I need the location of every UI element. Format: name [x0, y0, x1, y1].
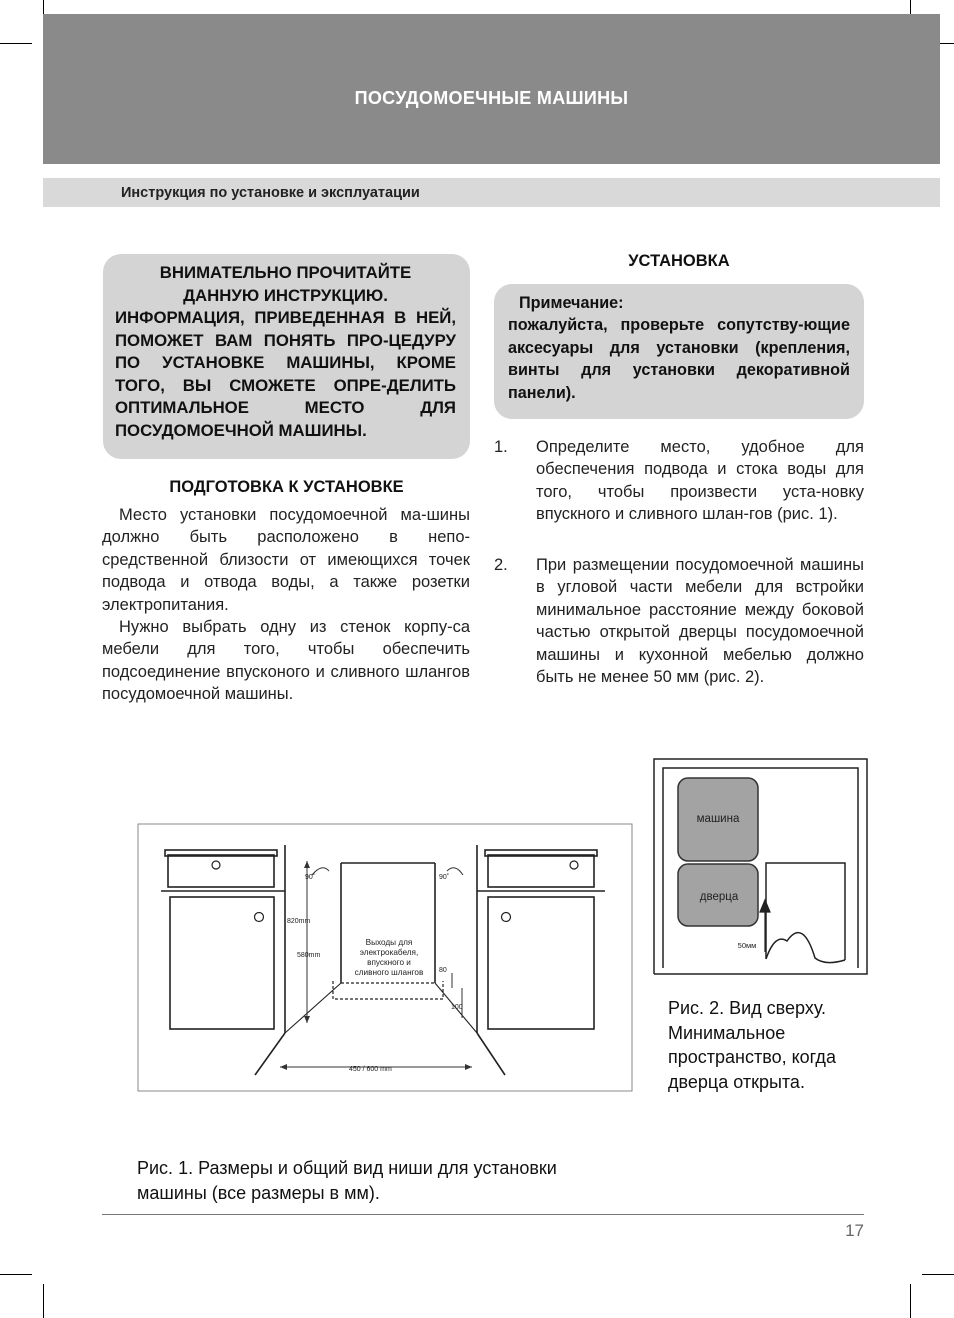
figure-2-top-view-diagram [653, 758, 869, 976]
machine-label: машина [696, 813, 740, 825]
figure-1-niche-diagram [137, 823, 634, 1093]
step-number: 1. [494, 438, 508, 456]
prep-paragraph: Место установки посудомоечной ма-шины должно быть расположено в непо-средственной близости от имеющихся точек подвода и отвода воды, а также розетки электропитания. [102, 506, 470, 614]
subheader-title: Инструкция по установке и эксплуатации [121, 185, 420, 201]
crop-mark [910, 1284, 911, 1318]
angle-label-left: 90˚ [305, 874, 316, 881]
prep-paragraph: Нужно выбрать одну из стенок корпу-са мебели для того, чтобы обеспечить подсоединение впусконого и сливного шлангов посудомоечной машины. [102, 618, 470, 704]
angle-label-right: 90˚ [439, 874, 450, 881]
install-step [494, 554, 864, 688]
outlet-label-line: электрокабеля, [359, 948, 419, 957]
header-title: ПОСУДОМОЕЧНЫЕ МАШИНЫ [354, 88, 629, 108]
warning-body: ИНФОРМАЦИЯ, ПРИВЕДЕННАЯ В НЕЙ, ПОМОЖЕТ ВАМ ПОНЯТЬ ПРО-ЦЕДУРУ ПО УСТАНОВКЕ МАШИНЫ, КРОМЕ ТОГО, ВЫ СМОЖЕТЕ ОПРЕ-ДЕЛИТЬ ОПТИМАЛЬНОЕ МЕСТО ДЛЯ ПОСУДОМОЕЧНОЙ МАШИНЫ. [115, 308, 456, 440]
note-label: Примечание: [519, 294, 624, 312]
outlet-label-line: впускного и [367, 958, 411, 967]
step-text: Определите место, удобное для обеспечения подвода и стока воды для того, чтобы произвести уста-новку впускного и сливного шлан-гов (рис. 1). [536, 438, 864, 524]
door-label: дверца [699, 891, 739, 903]
subheader-band [43, 178, 940, 207]
height-dimension-label: 820mm [287, 918, 311, 925]
warning-line: ДАННУЮ ИНСТРУКЦИЮ. [183, 285, 388, 305]
depth-dimension-label: 580mm [297, 952, 321, 959]
dimension-100-label: 100 [451, 1004, 463, 1011]
prep-heading: ПОДГОТОВКА К УСТАНОВКЕ [169, 478, 404, 496]
crop-mark [0, 43, 32, 44]
crop-mark [922, 1274, 954, 1275]
footer-rule [102, 1214, 864, 1215]
outlet-label-line: Выходы для [365, 938, 413, 947]
step-text: При размещении посудомоечной машины в угловой части мебели для встройки минимальное расстояние между боковой частью открытой дверцы посудомоечной машины и кухонной мебелью должно быть не менее 50 мм (рис. 2). [536, 556, 864, 687]
figure-2-caption: Рис. 2. Вид сверху. Минимальное пространство, когда дверца открыта. [668, 998, 836, 1092]
install-step [494, 436, 864, 526]
warning-box [103, 254, 470, 459]
header-band [43, 14, 940, 164]
page-number: 17 [845, 1221, 864, 1240]
dimension-80-label: 80 [439, 967, 447, 974]
warning-line: ВНИМАТЕЛЬНО ПРОЧИТАЙТЕ [159, 263, 412, 282]
crop-mark [43, 1284, 44, 1318]
figure-1-caption: Рис. 1. Размеры и общий вид ниши для установки машины (все размеры в мм). [137, 1158, 557, 1203]
gap-label: 50мм [737, 941, 757, 950]
outlet-label-line: сливного шлангов [354, 968, 424, 977]
width-dimension-label: 450 / 600 mm [349, 1066, 392, 1073]
install-heading: УСТАНОВКА [628, 252, 730, 270]
note-text: пожалуйста, проверьте сопутству-ющие аксесуары для установки (крепления, винты для установки декоративной панели). [508, 316, 850, 402]
prep-text [102, 504, 470, 706]
note-box [494, 284, 864, 419]
step-number: 2. [494, 556, 508, 574]
crop-mark [0, 1274, 32, 1275]
